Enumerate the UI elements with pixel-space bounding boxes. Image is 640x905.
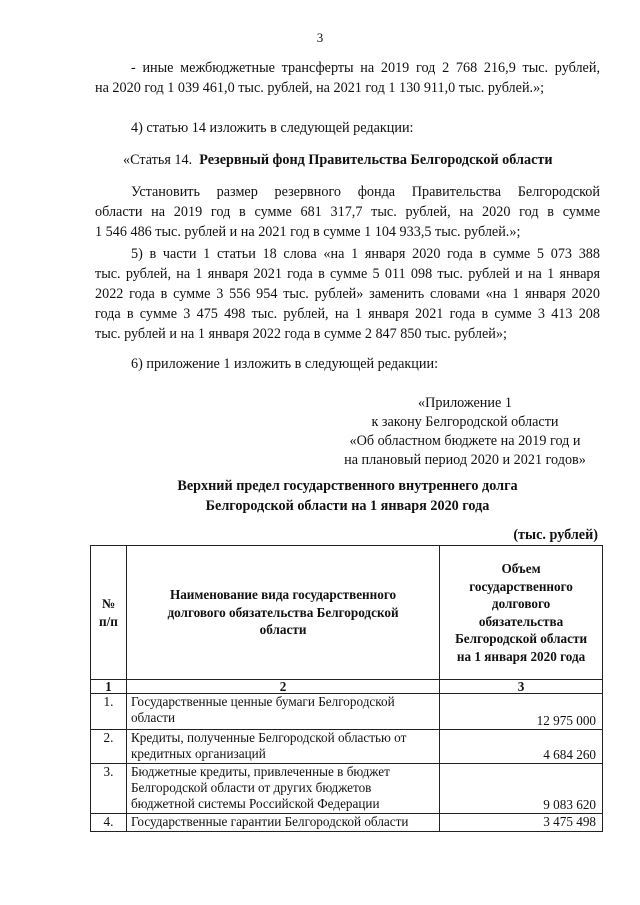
row-value: 9 083 620 xyxy=(440,764,603,814)
reserve-fund-paragraph xyxy=(95,182,600,242)
row-name: Бюджетные кредиты, привлеченные в бюджет Белгородской области от других бюджетов бюджетной системы Российской Федерации xyxy=(126,764,439,814)
text-line: - иные межбюджетные трансферты на 2019 год 2 768 216,9 тыс. рублей, xyxy=(131,60,600,76)
appendix-line: «Об областном бюджете на 2019 год и xyxy=(349,433,581,449)
row-name: Кредиты, полученные Белгородской областью от кредитных организаций xyxy=(126,730,439,764)
appendix-caption xyxy=(330,394,600,470)
column-number: 2 xyxy=(126,680,439,694)
text-line: года в сумме 3 475 498 тыс. рублей, на 1 января 2021 года в сумме 3 413 208 xyxy=(95,306,600,322)
article-title: Резервный фонд Правительства Белгородской области xyxy=(199,152,553,168)
transfers-paragraph xyxy=(95,58,600,98)
header-name: Наименование вида государственного долгового обязательства Белгородской области xyxy=(126,546,439,680)
table-heading-line: Белгородской области на 1 января 2020 года xyxy=(205,498,490,514)
units-label: (тыс. рублей) xyxy=(513,527,598,543)
table-heading xyxy=(95,476,600,516)
column-number: 3 xyxy=(440,680,603,694)
appendix-line: на плановый период 2020 и 2021 годов» xyxy=(344,452,586,468)
article-heading-line xyxy=(95,150,600,170)
article-14-heading xyxy=(95,150,600,170)
text-line: 4) статью 14 изложить в следующей редакции: xyxy=(131,120,414,136)
text-line: на 2020 год 1 039 461,0 тыс. рублей, на 2021 год 1 130 911,0 тыс. рублей.»; xyxy=(95,80,545,96)
row-value: 4 684 260 xyxy=(440,730,603,764)
row-value: 12 975 000 xyxy=(440,694,603,730)
table-row xyxy=(91,694,603,730)
row-name: Государственные ценные бумаги Белгородской области xyxy=(126,694,439,730)
table-header-row xyxy=(91,546,603,680)
debt-table xyxy=(90,545,603,832)
text-line: 1 546 486 тыс. рублей и на 2021 год в сумме 1 104 933,5 тыс. рублей.»; xyxy=(95,224,521,240)
item-6-paragraph xyxy=(95,354,600,374)
row-number: 4. xyxy=(91,814,127,832)
article-prefix: «Статья 14. xyxy=(123,152,193,168)
text-line: тыс. рублей, на 1 января 2021 года в сумме 5 011 098 тыс. рублей и на 1 января xyxy=(95,266,600,282)
table-row xyxy=(91,730,603,764)
header-num: № п/п xyxy=(91,546,127,680)
table-row xyxy=(91,814,603,832)
table-heading-line: Верхний предел государственного внутреннего долга xyxy=(177,478,518,494)
item-5-paragraph xyxy=(95,244,600,344)
text-line: тыс. рублей и на 1 января 2022 года в сумме 2 847 850 тыс. рублей»; xyxy=(95,326,507,342)
row-number: 3. xyxy=(91,764,127,814)
row-name: Государственные гарантии Белгородской области xyxy=(126,814,439,832)
text-line: 5) в части 1 статьи 18 слова «на 1 января 2020 года в сумме 5 073 388 xyxy=(131,246,600,262)
column-number-row xyxy=(91,680,603,694)
text-line: 2022 года в сумме 3 556 954 тыс. рублей» заменить словами «на 1 января 2020 xyxy=(95,286,600,302)
row-value: 3 475 498 xyxy=(440,814,603,832)
item-4-paragraph xyxy=(95,118,600,138)
page-number: 3 xyxy=(316,30,324,45)
text-line: области на 2019 год в сумме 681 317,7 тыс. рублей, на 2020 год в сумме xyxy=(95,204,600,220)
row-number: 2. xyxy=(91,730,127,764)
column-number: 1 xyxy=(91,680,127,694)
table-row xyxy=(91,764,603,814)
text-line: 6) приложение 1 изложить в следующей редакции: xyxy=(131,356,439,372)
header-volume: Объем государственного долгового обязательства Белгородской области на 1 января 2020 года xyxy=(440,546,603,680)
row-number: 1. xyxy=(91,694,127,730)
appendix-line: «Приложение 1 xyxy=(418,395,512,411)
text-line: Установить размер резервного фонда Правительства Белгородской xyxy=(131,184,600,200)
appendix-line: к закону Белгородской области xyxy=(371,414,559,430)
